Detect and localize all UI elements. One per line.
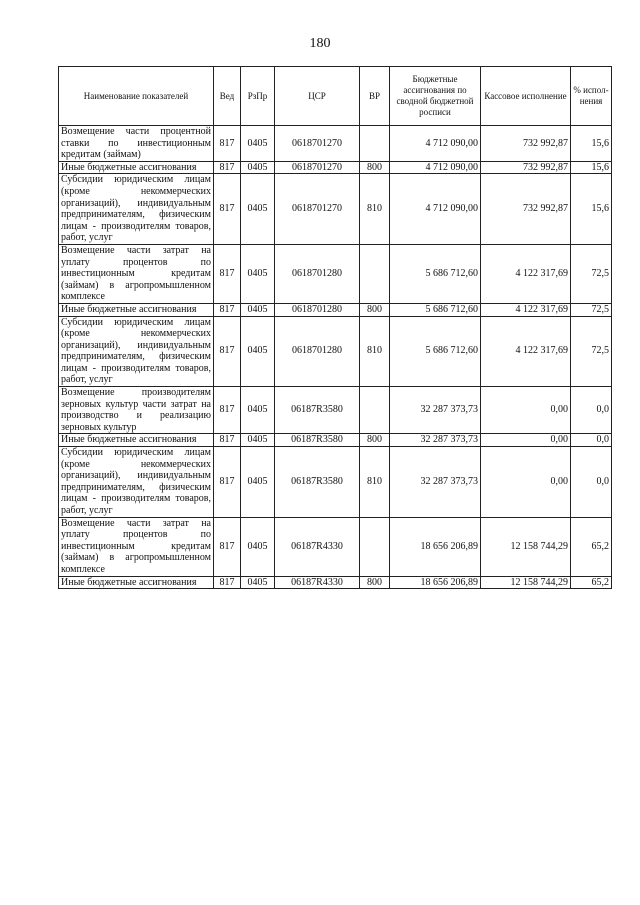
row-rzpr-cell: 0405 [241, 126, 275, 162]
row-csr-cell: 0618701270 [275, 126, 360, 162]
row-name-cell: Субсидии юридическим лицам (кроме некоммерческих организаций), индивидуальным предпринимателям, физическим лицам - производителям товаров, работ, услуг [59, 174, 214, 245]
row-ved-cell: 817 [214, 174, 241, 245]
row-ved-cell: 817 [214, 447, 241, 518]
row-cash-cell: 12 158 744,29 [481, 576, 571, 589]
row-percent-cell: 72,5 [571, 303, 612, 316]
row-percent-cell: 15,6 [571, 126, 612, 162]
row-csr-cell: 06187R3580 [275, 434, 360, 447]
row-ved-cell: 817 [214, 517, 241, 576]
table-row [59, 303, 612, 316]
row-csr-cell: 06187R3580 [275, 447, 360, 518]
row-cash-cell: 4 122 317,69 [481, 303, 571, 316]
header-name: Наименование показателей [59, 67, 214, 126]
row-budget-cell: 18 656 206,89 [390, 576, 481, 589]
row-name-cell: Иные бюджетные ассигнования [59, 303, 214, 316]
header-percent: % испол-нения [571, 67, 612, 126]
row-vr-cell: 800 [360, 434, 390, 447]
table-row [59, 174, 612, 245]
row-budget-cell: 4 712 090,00 [390, 174, 481, 245]
row-cash-cell: 732 992,87 [481, 174, 571, 245]
header-csr: ЦСР [275, 67, 360, 126]
row-percent-cell: 0,0 [571, 447, 612, 518]
row-budget-cell: 18 656 206,89 [390, 517, 481, 576]
row-ved-cell: 817 [214, 244, 241, 303]
row-cash-cell: 12 158 744,29 [481, 517, 571, 576]
row-ved-cell: 817 [214, 576, 241, 589]
row-vr-cell: 800 [360, 576, 390, 589]
row-budget-cell: 5 686 712,60 [390, 316, 481, 387]
row-budget-cell: 4 712 090,00 [390, 161, 481, 174]
row-rzpr-cell: 0405 [241, 434, 275, 447]
row-name-cell: Иные бюджетные ассигнования [59, 161, 214, 174]
row-percent-cell: 65,2 [571, 576, 612, 589]
table-body [59, 126, 612, 589]
row-vr-cell: 800 [360, 303, 390, 316]
row-name-cell: Возмещение части процентной ставки по инвестиционным кредитам (займам) [59, 126, 214, 162]
row-rzpr-cell: 0405 [241, 161, 275, 174]
row-rzpr-cell: 0405 [241, 316, 275, 387]
row-csr-cell: 06187R3580 [275, 387, 360, 434]
table-row [59, 244, 612, 303]
row-percent-cell: 0,0 [571, 387, 612, 434]
row-rzpr-cell: 0405 [241, 303, 275, 316]
table-row [59, 517, 612, 576]
row-name-cell: Субсидии юридическим лицам (кроме некоммерческих организаций), индивидуальным предпринимателям, физическим лицам - производителям товаров, работ, услуг [59, 447, 214, 518]
row-rzpr-cell: 0405 [241, 174, 275, 245]
row-rzpr-cell: 0405 [241, 517, 275, 576]
row-percent-cell: 15,6 [571, 174, 612, 245]
row-cash-cell: 732 992,87 [481, 126, 571, 162]
row-percent-cell: 65,2 [571, 517, 612, 576]
row-cash-cell: 4 122 317,69 [481, 316, 571, 387]
header-cash: Кассовое исполнение [481, 67, 571, 126]
header-budget: Бюджетные ассигнования по сводной бюджетной росписи [390, 67, 481, 126]
row-name-cell: Возмещение части затрат на уплату процентов по инвестиционным кредитам (займам) в агропромышленном комплексе [59, 244, 214, 303]
row-budget-cell: 4 712 090,00 [390, 126, 481, 162]
row-budget-cell: 5 686 712,60 [390, 244, 481, 303]
header-ved: Вед [214, 67, 241, 126]
row-ved-cell: 817 [214, 161, 241, 174]
row-cash-cell: 0,00 [481, 387, 571, 434]
row-name-cell: Возмещение производителям зерновых культур части затрат на производство и реализацию зерновых культур [59, 387, 214, 434]
row-ved-cell: 817 [214, 126, 241, 162]
page-number: 180 [309, 36, 331, 51]
row-vr-cell [360, 517, 390, 576]
row-cash-cell: 0,00 [481, 447, 571, 518]
row-csr-cell: 0618701270 [275, 174, 360, 245]
row-vr-cell [360, 244, 390, 303]
row-name-cell: Субсидии юридическим лицам (кроме некоммерческих организаций), индивидуальным предпринимателям, физическим лицам - производителям товаров, работ, услуг [59, 316, 214, 387]
row-name-cell: Иные бюджетные ассигнования [59, 576, 214, 589]
row-csr-cell: 06187R4330 [275, 517, 360, 576]
row-name-cell: Иные бюджетные ассигнования [59, 434, 214, 447]
table-row [59, 316, 612, 387]
header-vr: ВР [360, 67, 390, 126]
row-vr-cell [360, 387, 390, 434]
row-budget-cell: 32 287 373,73 [390, 387, 481, 434]
row-vr-cell: 800 [360, 161, 390, 174]
table-row [59, 161, 612, 174]
row-vr-cell [360, 126, 390, 162]
row-cash-cell: 732 992,87 [481, 161, 571, 174]
table-row [59, 576, 612, 589]
table-row [59, 387, 612, 434]
row-vr-cell: 810 [360, 316, 390, 387]
row-ved-cell: 817 [214, 303, 241, 316]
row-rzpr-cell: 0405 [241, 244, 275, 303]
header-rzpr: РзПр [241, 67, 275, 126]
row-ved-cell: 817 [214, 387, 241, 434]
table-header-row [59, 67, 612, 126]
row-ved-cell: 817 [214, 316, 241, 387]
row-budget-cell: 32 287 373,73 [390, 447, 481, 518]
row-csr-cell: 06187R4330 [275, 576, 360, 589]
row-rzpr-cell: 0405 [241, 576, 275, 589]
row-rzpr-cell: 0405 [241, 387, 275, 434]
table-row [59, 126, 612, 162]
table-row [59, 447, 612, 518]
row-cash-cell: 4 122 317,69 [481, 244, 571, 303]
row-vr-cell: 810 [360, 174, 390, 245]
row-name-cell: Возмещение части затрат на уплату процентов по инвестиционным кредитам (займам) в агропромышленном комплексе [59, 517, 214, 576]
row-percent-cell: 72,5 [571, 316, 612, 387]
row-percent-cell: 0,0 [571, 434, 612, 447]
row-csr-cell: 0618701270 [275, 161, 360, 174]
table-row [59, 434, 612, 447]
row-budget-cell: 32 287 373,73 [390, 434, 481, 447]
row-csr-cell: 0618701280 [275, 303, 360, 316]
row-vr-cell: 810 [360, 447, 390, 518]
row-percent-cell: 15,6 [571, 161, 612, 174]
row-csr-cell: 0618701280 [275, 316, 360, 387]
row-cash-cell: 0,00 [481, 434, 571, 447]
row-percent-cell: 72,5 [571, 244, 612, 303]
row-budget-cell: 5 686 712,60 [390, 303, 481, 316]
row-ved-cell: 817 [214, 434, 241, 447]
row-rzpr-cell: 0405 [241, 447, 275, 518]
budget-execution-table [58, 66, 612, 589]
row-csr-cell: 0618701280 [275, 244, 360, 303]
